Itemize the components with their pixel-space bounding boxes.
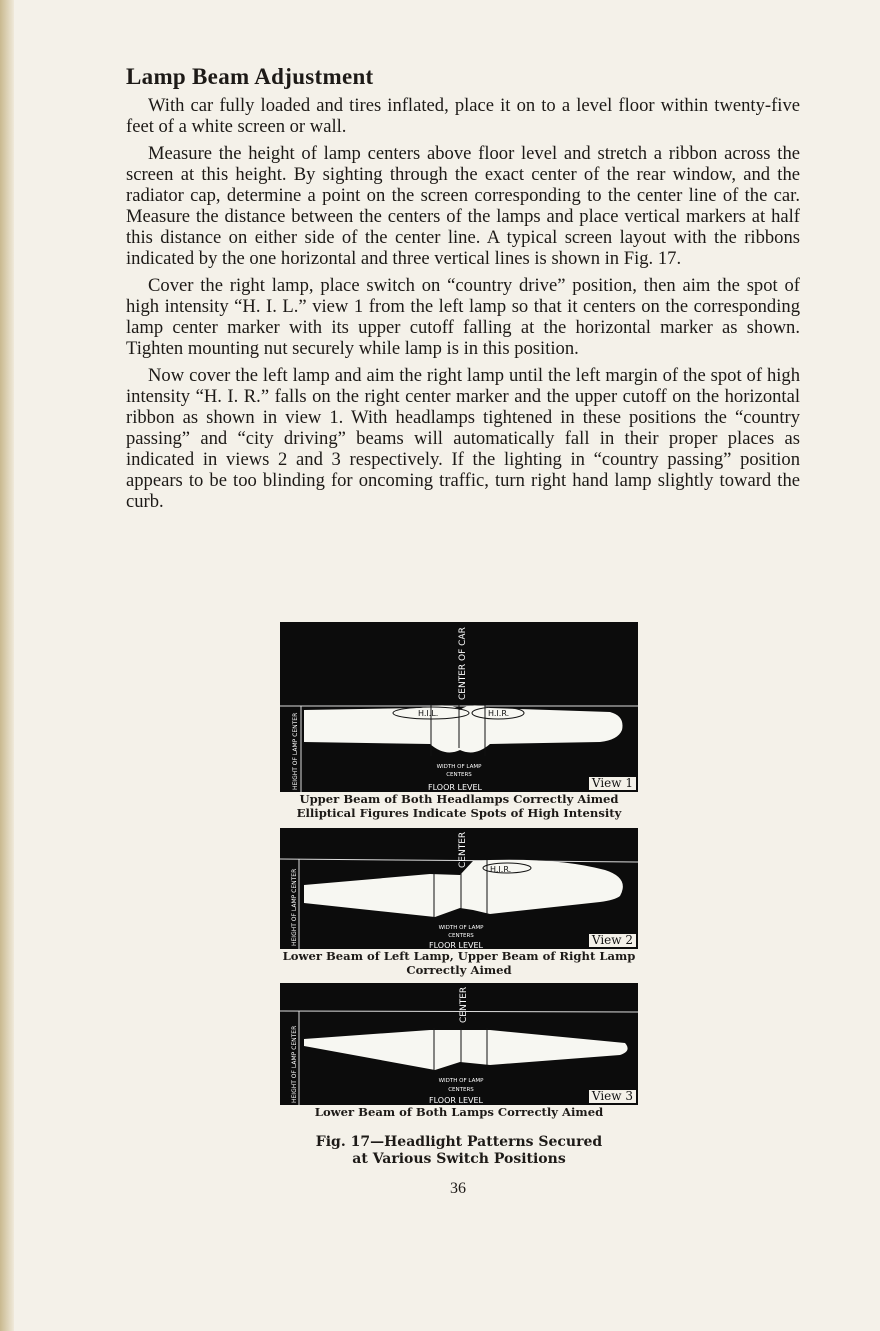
height-label: HEIGHT OF LAMP CENTER [291, 1025, 298, 1103]
figure-view-2 [280, 828, 638, 977]
view-1-diagram [280, 622, 638, 792]
floor-level-label: FLOOR LEVEL [429, 941, 483, 949]
view-label: View 2 [589, 934, 636, 947]
view-label: View 3 [589, 1090, 636, 1103]
figure-caption-line-2: at Various Switch Positions [352, 1151, 566, 1167]
hir-label: H.I.R. [488, 709, 510, 718]
section-title: Lamp Beam Adjustment [126, 64, 374, 89]
figure-view-1 [280, 622, 638, 820]
floor-level-label: FLOOR LEVEL [429, 1096, 483, 1105]
width-label: WIDTH OF LAMP [438, 1078, 484, 1084]
width-label-2: CENTERS [446, 772, 472, 778]
view-2-diagram [280, 828, 638, 949]
width-label: WIDTH OF LAMP [438, 925, 484, 931]
paragraph: With car fully loaded and tires inflated, place it on to a level floor within twenty-five feet of a white screen or wall. [126, 95, 800, 137]
page-number: 36 [450, 1180, 466, 1197]
width-label-2: CENTERS [448, 933, 474, 939]
hil-label: H.I.L. [418, 709, 439, 718]
paragraph: Now cover the left lamp and aim the right lamp until the left margin of the spot of high intensity “H. I. R.” falls on the right center marker and the upper cutoff on the horizontal ribbon as shown in view 1. With headlamps tightened in these positions the “country passing” and “city driving” beams will automatically fall in their proper places as indicated in views 2 and 3 respectively. If the lighting in “country passing” position appears to be too blinding for oncoming traffic, turn right hand lamp slightly toward the curb. [126, 365, 800, 512]
body-text [126, 95, 800, 518]
figure-caption-line-1: Fig. 17—Headlight Patterns Secured [315, 1134, 603, 1150]
floor-level-label: FLOOR LEVEL [428, 783, 482, 792]
center-label: CENTER [459, 986, 469, 1023]
hir-label: H.I.R. [490, 865, 512, 874]
paragraph: Cover the right lamp, place switch on “country drive” position, then aim the spot of high intensity “H. I. L.” view 1 from the left lamp so that it centers on the corresponding lamp center marker with its upper cutoff falling at the horizontal marker as shown. Tighten mounting nut securely while lamp is in this position. [126, 275, 800, 359]
view-caption: Lower Beam of Both Lamps Correctly Aimed [314, 1105, 604, 1119]
center-of-car-label: CENTER OF CAR [458, 627, 468, 700]
width-label: WIDTH OF LAMP [436, 764, 482, 770]
height-label: HEIGHT OF LAMP CENTER [292, 712, 299, 790]
height-label: HEIGHT OF LAMP CENTER [291, 868, 298, 946]
view-caption: Lower Beam of Left Lamp, Upper Beam of Right Lamp Correctly Aimed [282, 949, 636, 977]
width-label-2: CENTERS [448, 1087, 474, 1093]
view-3-diagram [280, 983, 638, 1105]
view-label: View 1 [589, 777, 636, 790]
view-caption: Upper Beam of Both Headlamps Correctly Aimed Elliptical Figures Indicate Spots of High Intensity [296, 792, 622, 820]
center-label: CENTER [458, 831, 468, 868]
figure-caption [280, 1134, 638, 1168]
paragraph: Measure the height of lamp centers above floor level and stretch a ribbon across the screen at this height. By sighting through the exact center of the rear window, and the radiator cap, determine a point on the screen corresponding to the center line of the car. Measure the distance between the centers of the lamps and place vertical markers at half this distance on either side of the center line. A typical screen layout with the ribbons indicated by the one horizontal and three vertical lines is shown in Fig. 17. [126, 143, 800, 269]
figure-view-3 [280, 983, 638, 1119]
